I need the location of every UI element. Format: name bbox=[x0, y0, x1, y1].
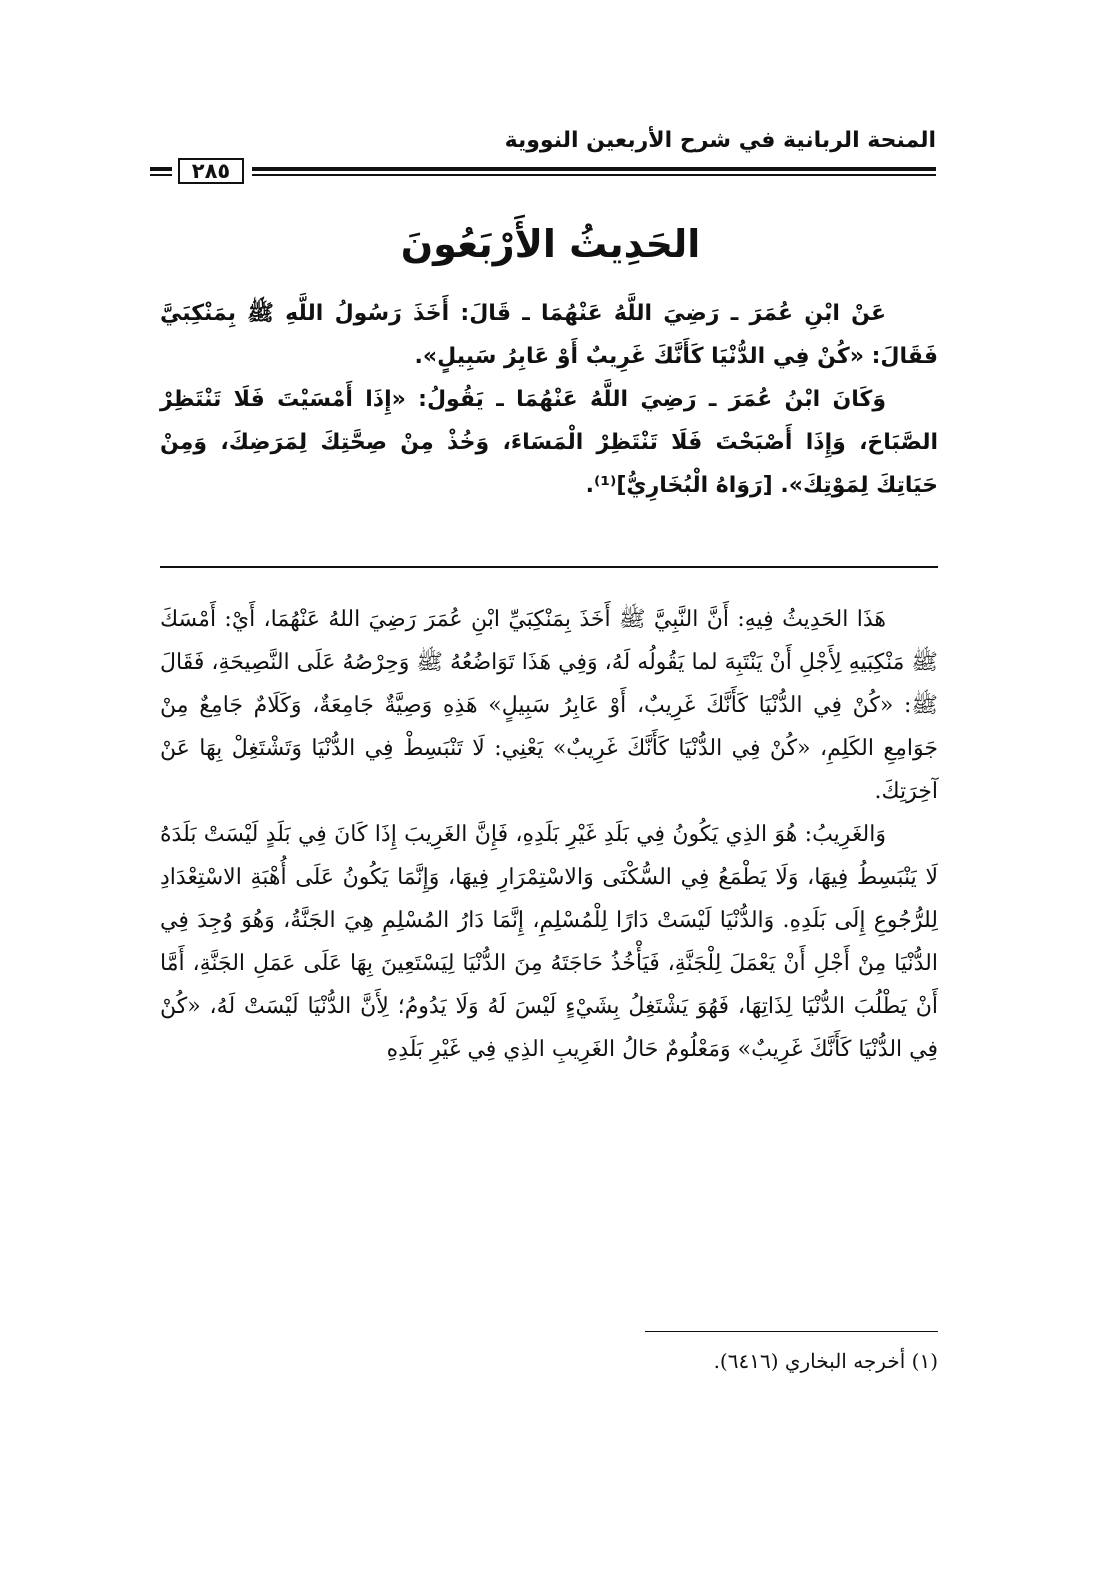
footnote: (١) أخرجه البخاري (٦٤١٦). bbox=[713, 1349, 938, 1373]
hadith-paragraph: عَنْ ابْنِ عُمَرَ ـ رَضِيَ اللَّهُ عَنْهُمَا ـ قَالَ: أَخَذَ رَسُولُ اللَّهِ ﷺ بِمَنْكِبَيَّ فَقَالَ: «كُنْ فِي الدُّنْيَا كَأَنَّكَ غَرِيبٌ أَوْ عَابِرُ سَبِيلٍ». bbox=[160, 301, 938, 369]
hadith-paragraph: وَكَانَ ابْنُ عُمَرَ ـ رَضِيَ اللَّهُ عَنْهُمَا ـ يَقُولُ: «إِذَا أَمْسَيْتَ فَلَا تَنْتَظِرْ الصَّبَاحَ، وَإِذَا أَصْبَحْتَ فَلَا تَنْتَظِرْ الْمَسَاءَ، وَخُذْ مِنْ صِحَّتِكَ لِمَرَضِكَ، وَمِنْ حَيَاتِكَ لِمَوْتِكَ». [رَوَاهُ الْبُخَارِيُّ]⁽¹⁾. bbox=[160, 387, 938, 498]
header-rule-left bbox=[150, 167, 172, 171]
hadith-text bbox=[160, 292, 938, 507]
header-rule-main bbox=[252, 167, 936, 171]
hadith-heading: الحَدِيثُ الأَرْبَعُونَ bbox=[400, 222, 701, 266]
footnote-rule bbox=[645, 1331, 938, 1332]
header-rule-main-thin bbox=[252, 174, 936, 176]
book-title: المنحة الربانية في شرح الأربعين النووية bbox=[504, 128, 936, 153]
commentary-text bbox=[160, 598, 938, 1071]
commentary-paragraph: هَذَا الحَدِيثُ فِيهِ: أَنَّ النَّبِيَّ ﷺ أَخَذَ بِمَنْكِبَيِّ ابْنِ عُمَرَ رَضِيَ اللهُ عَنْهُمَا، أَيْ: أَمْسَكَ ﷺ مَنْكِبَيهِ لِأَجْلِ أَنْ يَنْتَبِهَ لما يَقُولُه لَهُ، وَفِي هَذَا تَوَاضُعُهُ ﷺ وَحِرْصُهُ عَلَى النَّصِيحَةِ، فَقَالَ ﷺ: «كُنْ فِي الدُّنْيَا كَأَنَّكَ غَرِيبٌ، أَوْ عَابِرُ سَبِيلٍ» هَذِهِ وَصِيَّةٌ جَامِعَةٌ، وَكَلَامٌ جَامِعٌ مِنْ جَوَامِعِ الكَلِمِ، «كُنْ فِي الدُّنْيَا كَأَنَّكَ غَرِيبٌ» يَعْنِي: لَا تَنْبَسِطْ فِي الدُّنْيَا وَتَشْتَغِلْ بِهَا عَنْ آخِرَتِكَ. bbox=[160, 607, 938, 804]
header-rule bbox=[150, 158, 936, 184]
page-number: ٢٨٥ bbox=[178, 158, 244, 184]
section-separator bbox=[160, 566, 938, 568]
commentary-paragraph: وَالغَرِيبُ: هُوَ الذِي يَكُونُ فِي بَلَدِ غَيْرِ بَلَدِهِ، فَإِنَّ الغَرِيبَ إِذَا كَانَ فِي بَلَدٍ لَيْسَتْ بَلَدَهُ لَا يَنْبَسِطُ فِيهَا، وَلَا يَطْمَعُ فِي السُّكْنَى وَالاسْتِمْرَارِ فِيهَا، وَإِنَّمَا يَكُونُ عَلَى أُهْبَةِ الاسْتِعْدَادِ لِلرُّجُوعِ إِلَى بَلَدِهِ. وَالدُّنْيَا لَيْسَتْ دَارًا لِلْمُسْلِمِ، إِنَّمَا دَارُ المُسْلِمِ هِيَ الجَنَّةُ، وَهُوَ وُجِدَ فِي الدُّنْيَا مِنْ أَجْلِ أَنْ يَعْمَلَ لِلْجَنَّةِ، فَيَأْخُذُ حَاجَتَهُ مِنَ الدُّنْيَا لِيَسْتَعِينَ بِهَا عَلَى عَمَلِ الجَنَّةِ، أَمَّا أَنْ يَطْلُبَ الدُّنْيَا لِذَاتِهَا، فَهُوَ يَشْتَغِلُ بِشَيْءٍ لَيْسَ لَهُ وَلَا يَدُومُ؛ لِأَنَّ الدُّنْيَا لَيْسَتْ لَهُ، «كُنْ فِي الدُّنْيَا كَأَنَّكَ غَرِيبٌ» وَمَعْلُومٌ حَالُ الغَرِيبِ الذِي فِي غَيْرِ بَلَدِهِ bbox=[160, 822, 938, 1062]
header-rule-left-thin bbox=[150, 174, 172, 176]
running-header bbox=[150, 118, 936, 188]
